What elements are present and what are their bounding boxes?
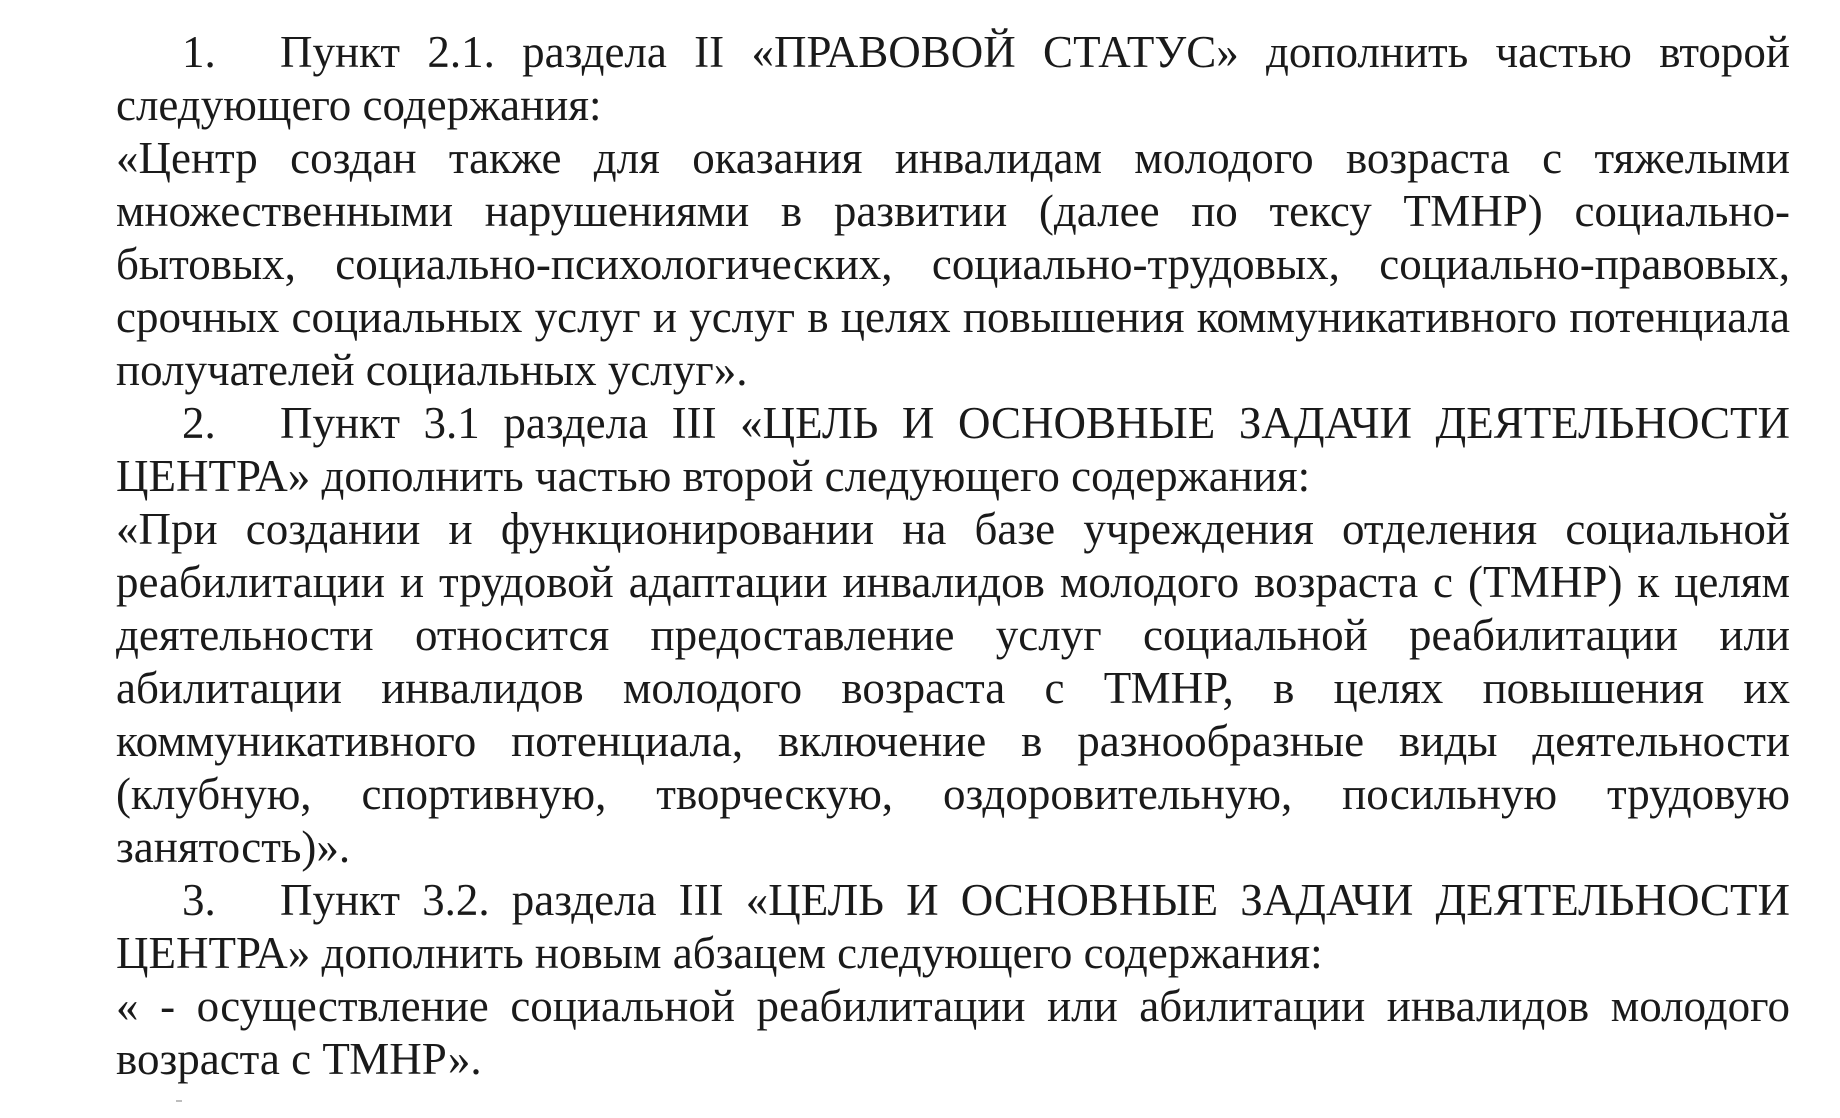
item-2-quote: «При создании и функционировании на базе учреждения отделения социальной реабилитации и трудовой адаптации инвалидов молодого возраста с (ТМНР) к целям деятельности относится предоставление услуг социальной реабилитации или абилитации инвалидов молодого возраста с ТМНР, в целях повышения их коммуникативного потенциала, включение в разнообразные виды деятельности (клубную, спортивную, творческую, оздоровительную, посильную трудовую занятость)». xyxy=(116,504,1790,872)
item-3 xyxy=(116,874,1790,980)
item-1-quote: «Центр создан также для оказания инвалидам молодого возраста с тяжелыми множественными нарушениями в развитии (далее по тексу ТМНР) социально-бытовых, социально-психологических, социально-трудовых, социально-правовых, срочных социальных услуг и услуг в целях повышения коммуникативного потенциала получателей социальных услуг». xyxy=(116,133,1790,395)
item-2 xyxy=(116,397,1790,503)
item-2-number: 2. xyxy=(182,398,216,448)
item-2-heading: Пункт 3.1 раздела III «ЦЕЛЬ И ОСНОВНЫЕ ЗАДАЧИ ДЕЯТЕЛЬНОСТИ ЦЕНТРА» дополнить частью второй следующего содержания: xyxy=(116,398,1790,501)
item-1-heading: Пункт 2.1. раздела II «ПРАВОВОЙ СТАТУС» дополнить частью второй следующего содержания: xyxy=(116,27,1790,130)
item-3-number: 3. xyxy=(182,875,216,925)
document-body xyxy=(116,26,1790,1086)
item-3-quote: « - осуществление социальной реабилитации или абилитации инвалидов молодого возраста с ТМНР». xyxy=(116,981,1790,1084)
item-1 xyxy=(116,26,1790,132)
scan-speck xyxy=(176,1100,182,1102)
item-1-number: 1. xyxy=(182,27,216,77)
item-3-heading: Пункт 3.2. раздела III «ЦЕЛЬ И ОСНОВНЫЕ ЗАДАЧИ ДЕЯТЕЛЬНОСТИ ЦЕНТРА» дополнить новым абзацем следующего содержания: xyxy=(116,875,1790,978)
